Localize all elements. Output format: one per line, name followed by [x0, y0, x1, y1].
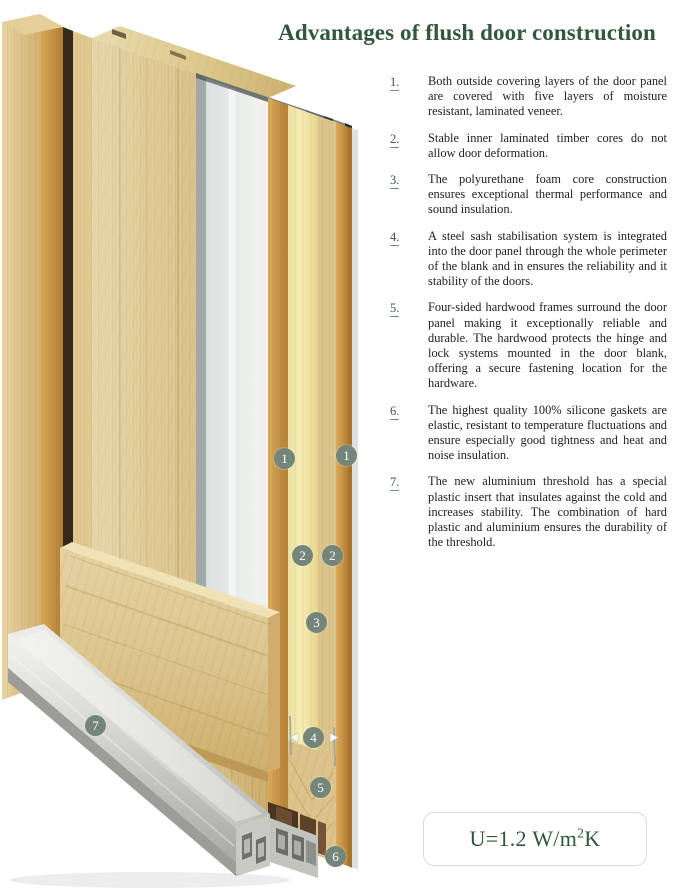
dimension-arrows-4 — [288, 730, 340, 741]
u-value-prefix: U=1.2 W/m — [469, 826, 578, 851]
advantage-number-label-4: 4. — [390, 229, 400, 244]
advantage-number-label-6: 6. — [390, 403, 400, 418]
advantage-number-2 — [390, 131, 428, 147]
advantage-number-5 — [390, 300, 428, 316]
advantage-number-6 — [390, 403, 428, 419]
callout-marker-3[interactable]: 3 — [306, 612, 327, 633]
advantage-text-2: Stable inner laminated timber cores do not allow door deformation. — [428, 130, 667, 160]
callout-marker-7[interactable]: 7 — [85, 715, 106, 736]
advantage-item-1 — [390, 74, 667, 120]
u-value-text — [470, 826, 601, 852]
advantage-number-label-2: 2. — [390, 131, 400, 146]
advantage-item-6 — [390, 403, 667, 464]
page-title: Advantages of flush door construction — [278, 20, 656, 46]
advantage-text-7: The new aluminium threshold has a special plastic insert that insulates against the cold and increases stability. The combination of hard plastic and aluminium ensures the durability of the threshold. — [428, 474, 667, 550]
u-value-box — [423, 812, 647, 866]
advantage-item-2 — [390, 131, 667, 161]
advantage-text-1: Both outside covering layers of the door panel are covered with five layers of moisture resistant, laminated veneer. — [428, 74, 667, 119]
advantage-number-label-7: 7. — [390, 475, 400, 490]
advantage-number-label-3: 3. — [390, 173, 400, 188]
advantage-number-4 — [390, 229, 428, 245]
advantage-item-3 — [390, 172, 667, 218]
advantage-item-4 — [390, 229, 667, 290]
advantage-item-7 — [390, 474, 667, 550]
advantage-text-5: Four-sided hardwood frames surround the door panel making it exceptionally reliable and durable. The hardwood protects the hinge and lock systems mounted in the door blank, offering a secure fastening location for the hardware. — [428, 300, 667, 391]
advantage-number-7 — [390, 474, 428, 490]
advantage-item-5 — [390, 300, 667, 391]
callout-marker-1b[interactable]: 1 — [336, 445, 357, 466]
content-column — [278, 0, 675, 893]
advantages-list — [390, 74, 667, 561]
advantage-text-6: The highest quality 100% silicone gaskets are elastic, resistant to temperature fluctuations and ensure especially good tightness and heat and noise insulation. — [428, 402, 667, 463]
advantage-text-3: The polyurethane foam core construction ensures exceptional thermal performance and sound insulation. — [428, 172, 667, 217]
u-value-suffix: K — [584, 826, 601, 851]
advantage-number-label-5: 5. — [390, 301, 400, 316]
callout-marker-1a[interactable]: 1 — [274, 448, 295, 469]
callout-marker-4[interactable]: 4 — [303, 727, 324, 748]
u-value-exponent: 2 — [577, 825, 585, 841]
callout-marker-5[interactable]: 5 — [310, 777, 331, 798]
callout-marker-2a[interactable]: 2 — [292, 545, 313, 566]
callout-marker-6[interactable]: 6 — [325, 846, 346, 867]
advantage-number-1 — [390, 74, 428, 90]
advantage-number-label-1: 1. — [390, 75, 400, 89]
callout-marker-2b[interactable]: 2 — [322, 545, 343, 566]
advantage-text-4: A steel sash stabilisation system is integrated into the door panel through the whole perimeter of the blank and in ensures the reliability and it stability of the doors. — [428, 228, 667, 289]
advantage-number-3 — [390, 172, 428, 188]
